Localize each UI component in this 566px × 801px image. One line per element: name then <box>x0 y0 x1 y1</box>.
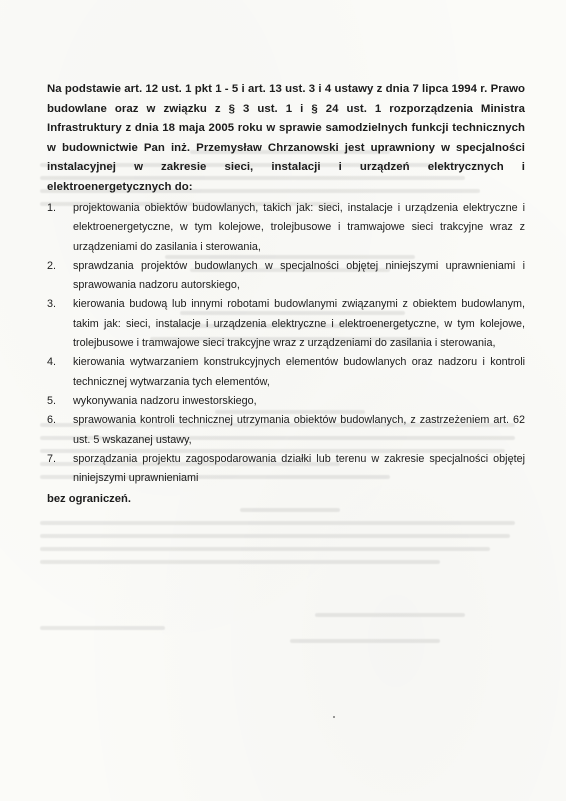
closing-statement: bez ograniczeń. <box>47 493 131 506</box>
list-item <box>47 450 525 489</box>
list-item-text: projektowania obiektów budowlanych, takich jak: sieci, instalacje i urządzenia elektryczne i elektroenergetyczne, w tym kolejowe, trolejbusowe i tramwajowe sieci trakcyjne wraz z urządzeniami do zasilania i sterowania, <box>73 202 525 253</box>
list-item <box>47 199 525 257</box>
list-item <box>47 392 525 411</box>
list-item <box>47 257 525 296</box>
list-item <box>47 411 525 450</box>
document-body <box>47 80 525 510</box>
list-item-text: kierowania budową lub innymi robotami budowlanymi związanymi z obiektem budowlanym, takim jak: sieci, instalacje i urządzenia elektryczne i elektroenergetyczne, w tym kolejowe, trolejbusowe i tramwajowe sieci trakcyjne wraz z urządzeniami do zasilania i sterowania, <box>73 298 525 350</box>
list-item-text: sprawowania kontroli technicznej utrzymania obiektów budowlanych, z zastrzeżeniem art. 62 ust. 5 wskazanej ustawy, <box>73 414 525 446</box>
list-item-number: 5. <box>47 394 57 407</box>
list-item <box>47 295 525 353</box>
list-item-text: sprawdzania projektów budowlanych w specjalności objętej niniejszymi uprawnieniami i sprawowania nadzoru autorskiego, <box>73 259 525 292</box>
list-item-number: 3. <box>47 298 57 311</box>
list-item <box>47 353 525 392</box>
list-item-text: sporządzania projektu zagospodarowania działki lub terenu w zakresie specjalności objętej niniejszymi uprawnieniami <box>73 452 525 485</box>
scan-speck <box>333 716 335 718</box>
list-item-text: wykonywania nadzoru inwestorskiego, <box>73 394 257 407</box>
list-item-number: 2. <box>47 259 57 272</box>
list-item-text: kierowania wytwarzaniem konstrukcyjnych elementów budowlanych oraz nadzoru i kontroli technicznej wytwarzania tych elementów, <box>73 356 525 388</box>
list-item-number: 4. <box>47 356 57 369</box>
list-item-number: 6. <box>47 414 57 427</box>
list-item-number: 1. <box>47 202 57 214</box>
intro-paragraph: Na podstawie art. 12 ust. 1 pkt 1 - 5 i art. 13 ust. 3 i 4 ustawy z dnia 7 lipca 1994 r. Prawo budowlane oraz w związku z § 3 ust. 1 i § 24 ust. 1 rozporządzenia Ministra Infrastruktury z dnia 18 maja 2005 roku w sprawie samodzielnych funkcji technicznych w budownictwie Pan inż. Przemysław Chrzanowski jest uprawniony w specjalności instalacyjnej w zakresie sieci, instalacji i urządzeń elektrycznych i elektroenergetycznych do: <box>47 83 525 193</box>
permissions-list <box>47 199 525 488</box>
list-item-number: 7. <box>47 452 57 465</box>
